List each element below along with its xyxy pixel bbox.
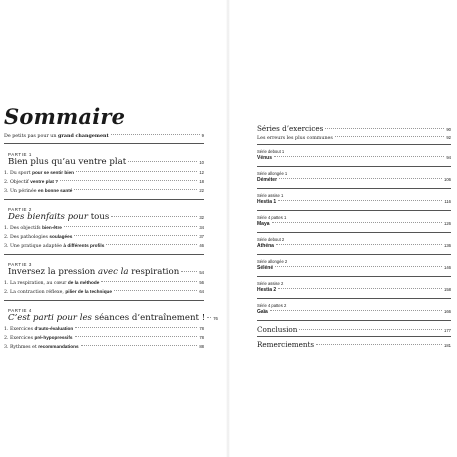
toc-entry: Les erreurs les plus communes 92 <box>257 135 451 141</box>
series-label: Série allongée 2 <box>257 259 288 264</box>
series-label: Série assise 1 <box>257 193 284 198</box>
divider <box>257 210 451 211</box>
toc-entry: 2. Objectif ventre plat ? 18 <box>4 179 204 185</box>
divider <box>257 144 451 145</box>
left-page <box>0 0 228 457</box>
part-1-title: Bien plus qu’au ventre plat 10 <box>8 157 204 167</box>
series-label: Série assise 2 <box>257 281 284 286</box>
part-2-label: PARTIE 2 <box>8 207 32 212</box>
series-entry: Athéna 136 <box>257 243 451 249</box>
series-label: Série allongée 1 <box>257 171 288 176</box>
toc-entry: 3. Un périnée en bonne santé 22 <box>4 188 204 194</box>
divider <box>4 143 204 144</box>
series-label: Série debout 1 <box>257 149 285 154</box>
part-4-label: PARTIE 4 <box>8 308 32 313</box>
toc-entry: 3. Rythmes et recommandations 88 <box>4 344 204 350</box>
toc-entry: 1. Du sport pour se sentir bien 12 <box>4 170 204 176</box>
right-page <box>229 0 457 457</box>
series-entry: Déméter 106 <box>257 177 451 183</box>
series-entry: Gaïa 166 <box>257 309 451 315</box>
series-entry: Hestia 2 158 <box>257 287 451 293</box>
toc-entry: 1. Des objectifs bien-être 34 <box>4 225 204 231</box>
toc-conclusion: Conclusion 177 <box>257 325 451 334</box>
toc-section-series: Séries d’exercices 90 <box>257 124 451 133</box>
series-label: Série debout 2 <box>257 237 285 242</box>
divider <box>4 199 204 200</box>
divider <box>4 254 204 255</box>
divider <box>257 166 451 167</box>
divider <box>257 232 451 233</box>
series-entry: Maya 126 <box>257 221 451 227</box>
toc-entry: 1. Exercices d’auto-évaluation 78 <box>4 326 204 332</box>
part-3-title: Inversez la pression avec la respiration 54 <box>8 267 204 277</box>
toc-entry: 2. La contraction réflexe, pilier de la technique 64 <box>4 289 204 295</box>
divider <box>257 298 451 299</box>
divider <box>257 336 451 337</box>
toc-entry: 3. Une pratique adaptée à différents profils 46 <box>4 243 204 249</box>
divider <box>257 188 451 189</box>
divider <box>4 300 204 301</box>
toc-entry: 2. Exercices pré-hypopressifs 78 <box>4 335 204 341</box>
series-label: Série 4 pattes 2 <box>257 303 287 308</box>
part-1-label: PARTIE 1 <box>8 152 32 157</box>
part-2-title: Des bienfaits pour tous 32 <box>8 212 204 222</box>
series-entry: Séléné 146 <box>257 265 451 271</box>
divider <box>257 276 451 277</box>
part-4-title: C’est parti pour les séances d’entraînement ! 76 <box>8 313 218 323</box>
part-3-label: PARTIE 3 <box>8 262 32 267</box>
toc-entry: 1. La respiration, au cœur de la méthode 56 <box>4 280 204 286</box>
toc-intro-entry: De petits pas pour un grand changement 9 <box>4 133 204 139</box>
toc-acknowledgements: Remerciements 181 <box>257 340 451 349</box>
series-entry: Hestia 1 116 <box>257 199 451 205</box>
series-label: Série 4 pattes 1 <box>257 215 287 220</box>
toc-title: Sommaire <box>4 104 126 129</box>
series-entry: Vénus 94 <box>257 155 451 161</box>
divider <box>257 254 451 255</box>
toc-entry: 2. Des pathologies soulagées 37 <box>4 234 204 240</box>
divider <box>257 320 451 321</box>
